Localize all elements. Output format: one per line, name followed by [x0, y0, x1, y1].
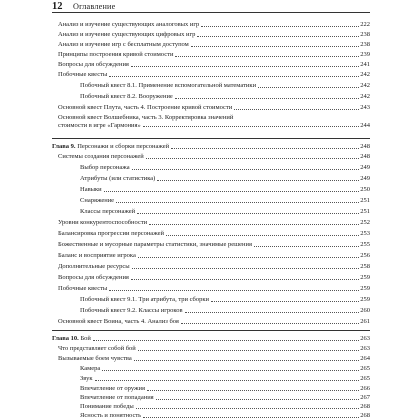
- toc-entry-page: 268: [360, 403, 370, 411]
- toc-entry-title: Побочный квест 8.2. Вооружение: [80, 93, 173, 101]
- chapter-heading[interactable]: [52, 333, 370, 343]
- toc-entry[interactable]: [58, 239, 370, 249]
- toc-entry[interactable]: [58, 272, 370, 282]
- toc-entry-page: 259: [360, 274, 370, 282]
- toc-entry-page: 243: [360, 104, 370, 112]
- header-rule: [52, 12, 370, 13]
- section-divider: [52, 138, 370, 139]
- toc-entry-page: 242: [360, 93, 370, 101]
- toc-entry[interactable]: [58, 353, 370, 363]
- toc-entry-page: 222: [360, 21, 370, 29]
- toc-entry[interactable]: [58, 283, 370, 293]
- toc-entry-title: Анализ и изучение существующих цифровых игр: [58, 31, 196, 39]
- toc-entry-page: 264: [360, 355, 370, 363]
- toc-entry-title: Понимание победы: [80, 403, 134, 411]
- chapter-label: Глава 10.: [52, 335, 79, 343]
- toc-entry[interactable]: [58, 19, 370, 29]
- toc-entry-title-line2: стоимости в игре «Гармония»: [58, 121, 141, 129]
- toc-entry-title: Уровни конкурентоспособности: [58, 219, 148, 227]
- toc-entry[interactable]: [58, 29, 370, 39]
- toc-entry-page: 252: [360, 219, 370, 227]
- toc-entry-page: 267: [360, 394, 370, 402]
- toc-entry[interactable]: [80, 294, 370, 304]
- toc-entry-page: 261: [360, 318, 370, 326]
- chapter-title: Персонажи и сборки персонажей: [77, 143, 170, 151]
- toc-entry-page: 259: [360, 285, 370, 293]
- toc-entry-page: 242: [360, 71, 370, 79]
- toc-entry-page: 253: [360, 230, 370, 238]
- chapter-heading[interactable]: [52, 141, 370, 151]
- toc-entry-title: Божественные и мусорные параметры статистики, значимые решения: [58, 241, 252, 249]
- toc-entry[interactable]: [80, 410, 370, 420]
- toc-entry-page: 239: [360, 51, 370, 59]
- toc-entry-title: Звук: [80, 375, 93, 383]
- toc-entry[interactable]: [58, 151, 370, 161]
- toc-entry-page: 259: [360, 296, 370, 304]
- toc-entry-title: Классы персонажей: [80, 208, 136, 216]
- toc-entry[interactable]: [58, 102, 370, 112]
- toc-entry-title: Побочный квест 9.1. Три атрибута, три сборки: [80, 296, 210, 304]
- toc-entry-page: 255: [360, 241, 370, 249]
- toc-entry-page: 256: [360, 252, 370, 260]
- toc-entry-title: Баланс и восприятие игрока: [58, 252, 136, 260]
- toc-entry[interactable]: [58, 217, 370, 227]
- toc-entry-page: 238: [360, 41, 370, 49]
- toc-entry[interactable]: [80, 162, 370, 172]
- toc-entry-page: 251: [360, 208, 370, 216]
- toc-entry-title: Навыки: [80, 186, 102, 194]
- toc-entry-title: Впечатление от попадания: [80, 394, 154, 402]
- toc-entry[interactable]: [58, 261, 370, 271]
- toc-entry[interactable]: [80, 184, 370, 194]
- toc-entry-title: Балансировка прогрессии персонажей: [58, 230, 164, 238]
- toc-entry-page: 249: [360, 175, 370, 183]
- toc-entry-page: 265: [360, 365, 370, 373]
- toc-entry-title: Что представляет собой бой: [58, 345, 136, 353]
- toc-entry-title: Вопросы для обсуждения: [58, 61, 129, 69]
- toc-entry[interactable]: [58, 228, 370, 238]
- toc-entry-page: 266: [360, 385, 370, 393]
- toc-entry-title: Системы создания персонажей: [58, 153, 144, 161]
- toc-entry-title: Впечатление от оружия: [80, 385, 145, 393]
- toc-entry-title: Камера: [80, 365, 101, 373]
- toc-entry-page: 258: [360, 263, 370, 271]
- toc-entry-title: Анализ и изучение игр с бесплатным доступом: [58, 41, 189, 49]
- page-header: [0, 0, 420, 12]
- toc-entry[interactable]: [80, 373, 370, 383]
- toc-entry[interactable]: [80, 173, 370, 183]
- toc-entry-title: Вызываемые боем чувства: [58, 355, 132, 363]
- toc-entry-page: 263: [360, 335, 370, 343]
- toc-entry-multiline[interactable]: [58, 114, 370, 129]
- toc-entry[interactable]: [80, 80, 370, 90]
- section-divider: [52, 330, 370, 331]
- toc-entry-title: Вопросы для обсуждения: [58, 274, 129, 282]
- toc-entry-page: 263: [360, 345, 370, 353]
- toc-entry[interactable]: [58, 59, 370, 69]
- page-number: 12: [52, 1, 63, 12]
- toc-entry[interactable]: [80, 91, 370, 101]
- toc-entry-page: 249: [360, 164, 370, 172]
- toc-entry-page: 251: [360, 197, 370, 205]
- toc-entry-page: 242: [360, 82, 370, 90]
- toc-entry-title: Дополнительные ресурсы: [58, 263, 130, 271]
- toc-entry-page: 238: [360, 31, 370, 39]
- toc-entry-title: Побочный квест 8.1. Применение вспомогательной математики: [80, 82, 257, 90]
- toc-entry-title: Выбор персонажа: [80, 164, 130, 172]
- toc-entry-page: 248: [360, 153, 370, 161]
- toc-entry-title: Ясность и понятность: [80, 412, 142, 420]
- toc-entry-page: 260: [360, 307, 370, 315]
- toc-entry[interactable]: [58, 69, 370, 79]
- toc-entry-page: 244: [360, 121, 370, 129]
- toc-entry[interactable]: [80, 305, 370, 315]
- toc-entry-title: Принципы построения кривой стоимости: [58, 51, 174, 59]
- toc-entry-title-line1: Основной квест Волшебника, часть 3. Корректировка значений: [58, 114, 234, 121]
- toc-entry[interactable]: [58, 343, 370, 353]
- toc-entry-title: Побочные квесты: [58, 71, 108, 79]
- chapter-title: Бой: [80, 335, 91, 343]
- toc-entry-page: 241: [360, 61, 370, 69]
- toc-entry-page: 265: [360, 375, 370, 383]
- toc-entry[interactable]: [80, 195, 370, 205]
- toc-entry[interactable]: [80, 206, 370, 216]
- toc-entry[interactable]: [80, 363, 370, 373]
- toc-entry-title: Анализ и изучение существующих аналоговых игр: [58, 21, 200, 29]
- toc-entry-page: 250: [360, 186, 370, 194]
- toc-entry-title: Снаряжение: [80, 197, 115, 205]
- toc-entry-title: Побочные квесты: [58, 285, 108, 293]
- toc-entry[interactable]: [58, 250, 370, 260]
- toc-entry[interactable]: [58, 316, 370, 326]
- running-title: Оглавление: [73, 2, 116, 11]
- toc-entry-page: 248: [360, 143, 370, 151]
- toc-entry-title: Основной квест Плута, часть 4. Построение кривой стоимости: [58, 104, 233, 112]
- toc-entry-title: Основной квест Воина, часть 4. Анализ боя: [58, 318, 179, 326]
- toc-entry-title: Атрибуты (или статистика): [80, 175, 156, 183]
- toc-entry[interactable]: [58, 49, 370, 59]
- chapter-label: Глава 9.: [52, 143, 76, 151]
- toc-entry-title: Побочный квест 9.2. Классы игроков: [80, 307, 183, 315]
- toc-entry-page: 268: [360, 412, 370, 420]
- toc-entry[interactable]: [58, 39, 370, 49]
